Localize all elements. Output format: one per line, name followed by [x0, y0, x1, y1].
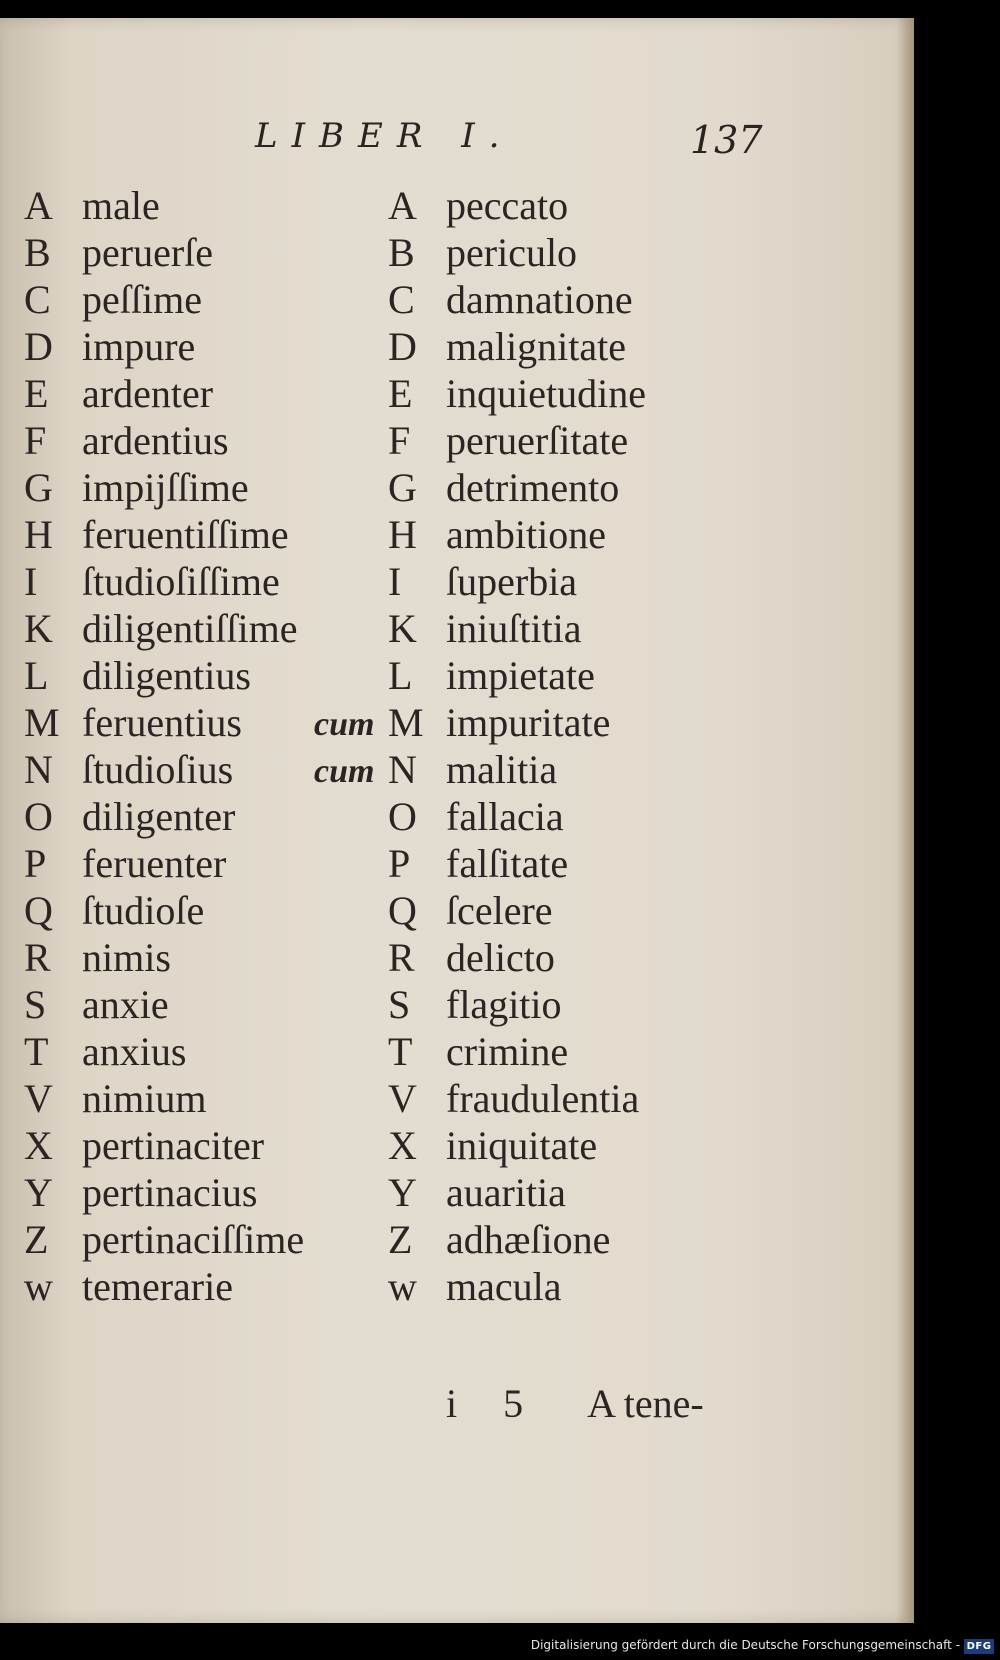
entry-letter: F [388, 418, 411, 463]
entry-word: ſtudioſiſſime [82, 559, 280, 604]
entry-letter: Z [24, 1217, 49, 1262]
entry-letter: S [24, 982, 47, 1027]
entry-letter: O [388, 794, 417, 839]
entry-letter: Q [24, 888, 53, 933]
entry-letter: D [388, 324, 417, 369]
digitization-credit: Digitalisierung gefördert durch die Deutsche Forschungsgemeinschaft - [530, 1638, 960, 1652]
entry-word: fallacia [446, 794, 564, 839]
entry-letter: P [388, 841, 411, 886]
entry-letter: C [388, 277, 415, 322]
catchword-line [446, 1380, 704, 1427]
footer-bar [0, 1630, 1000, 1660]
entry-word: diligentius [82, 653, 251, 698]
entry-letter: G [388, 465, 417, 510]
entry-word: impure [82, 324, 196, 369]
entry-word: ſcelere [446, 888, 553, 933]
entry-word: impuritate [446, 700, 611, 745]
entry-letter: K [24, 606, 53, 651]
entry-letter: H [24, 512, 53, 557]
entry-letter: A [24, 183, 53, 228]
entry-letter: w [388, 1264, 417, 1309]
entry-word: macula [446, 1264, 562, 1309]
book-page [0, 18, 914, 1623]
entry-letter: M [24, 700, 60, 745]
entry-letter: A [388, 183, 417, 228]
entry-word: ambitione [446, 512, 606, 557]
entry-letter: S [388, 982, 411, 1027]
entry-word: detrimento [446, 465, 620, 510]
entry-word: iniquitate [446, 1123, 598, 1168]
entry-letter: H [388, 512, 417, 557]
entry-letter: O [24, 794, 53, 839]
entry-word: impijſſime [82, 465, 249, 510]
entry-word: ſuperbia [446, 559, 578, 604]
entry-letter: C [24, 277, 51, 322]
entry-word: periculo [446, 230, 578, 275]
entry-word: falſitate [446, 841, 569, 886]
entry-letter: B [388, 230, 415, 275]
entry-word: flagitio [446, 982, 562, 1027]
entry-letter: D [24, 324, 53, 369]
entry-word: auaritia [446, 1170, 566, 1215]
entry-letter: N [388, 747, 417, 792]
entry-word: ſtudioſe [82, 888, 205, 933]
entry-letter: I [24, 559, 38, 604]
signature-letter: i [446, 1381, 458, 1426]
entry-letter: L [24, 653, 49, 698]
signature-number: 5 [503, 1381, 524, 1426]
entry-word: malitia [446, 747, 558, 792]
entry-word: inquietudine [446, 371, 646, 416]
entry-letter: E [24, 371, 49, 416]
entry-word: pertinacius [82, 1170, 258, 1215]
entry-word: peccato [446, 183, 569, 228]
cum-marker: cum [314, 706, 375, 743]
entry-word: peruerſitate [446, 418, 629, 463]
page-number: 137 [690, 118, 763, 162]
entry-letter: G [24, 465, 53, 510]
entry-word: male [82, 183, 160, 228]
entry-word: ardenter [82, 371, 214, 416]
entry-letter: K [388, 606, 417, 651]
entry-word: adhæſione [446, 1217, 611, 1262]
entry-letter: Y [24, 1170, 53, 1215]
entry-word: iniuſtitia [446, 606, 582, 651]
entry-letter: R [388, 935, 415, 980]
entry-word: temerarie [82, 1264, 233, 1309]
entry-word: fraudulentia [446, 1076, 640, 1121]
running-head: LIBER I. [255, 116, 514, 156]
entry-letter: Z [388, 1217, 413, 1262]
entry-word: malignitate [446, 324, 626, 369]
dfg-logo-icon: DFG [964, 1639, 994, 1654]
cum-marker: cum [314, 753, 375, 790]
entry-word: delicto [446, 935, 555, 980]
entry-letter: Y [388, 1170, 417, 1215]
entry-word: feruentius [82, 700, 242, 745]
entry-letter: X [388, 1123, 417, 1168]
entry-word: peſſime [82, 277, 202, 322]
entry-letter: X [24, 1123, 53, 1168]
entry-letter: L [388, 653, 413, 698]
entry-word: damnatione [446, 277, 633, 322]
entry-letter: M [388, 700, 424, 745]
entry-word: anxius [82, 1029, 187, 1074]
entry-word: crimine [446, 1029, 569, 1074]
entry-word: pertinaciter [82, 1123, 265, 1168]
entry-word: feruentiſſime [82, 512, 289, 557]
entry-letter: T [388, 1029, 413, 1074]
entry-letter: V [24, 1076, 53, 1121]
catchword: A tene- [587, 1381, 704, 1426]
entry-word: pertinaciſſime [82, 1217, 305, 1262]
entry-letter: E [388, 371, 413, 416]
entry-word: peruerſe [82, 230, 214, 275]
entry-word: feruenter [82, 841, 227, 886]
entry-letter: B [24, 230, 51, 275]
entry-letter: V [388, 1076, 417, 1121]
entry-letter: Q [388, 888, 417, 933]
entry-letter: R [24, 935, 51, 980]
entry-letter: T [24, 1029, 49, 1074]
entry-word: ſtudioſius [82, 747, 234, 792]
entry-word: diligenter [82, 794, 236, 839]
entry-letter: I [388, 559, 402, 604]
entry-letter: F [24, 418, 47, 463]
entry-word: anxie [82, 982, 169, 1027]
entry-word: ardentius [82, 418, 229, 463]
entry-letter: N [24, 747, 53, 792]
entry-word: impietate [446, 653, 595, 698]
entry-letter: w [24, 1264, 53, 1309]
entry-word: diligentiſſime [82, 606, 298, 651]
entry-letter: P [24, 841, 47, 886]
entry-word: nimis [82, 935, 171, 980]
entry-word: nimium [82, 1076, 207, 1121]
page-header [0, 116, 914, 166]
